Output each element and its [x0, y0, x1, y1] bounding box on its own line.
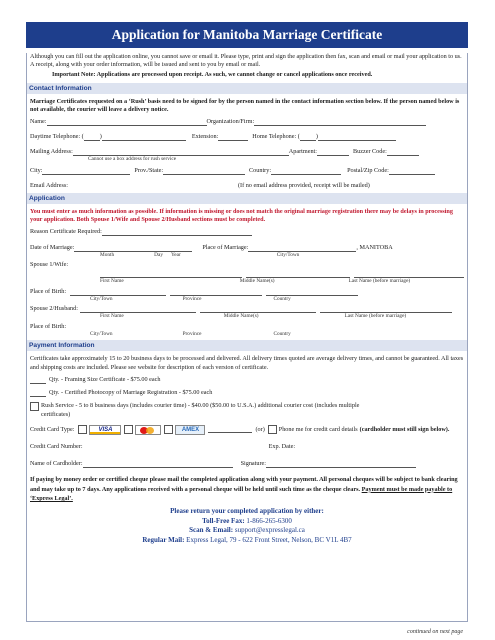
- extension-label: Extension:: [191, 133, 219, 141]
- spouse1-label: Spouse 1/Wife:: [30, 261, 69, 269]
- spouse1-birth-label: Place of Birth:: [30, 287, 67, 295]
- extension-field[interactable]: [218, 134, 248, 141]
- marriage-place-field[interactable]: [248, 245, 356, 252]
- card-number-label: Credit Card Number:: [30, 442, 83, 450]
- marriage-place-label: Place of Marriage:: [202, 243, 249, 251]
- home-phone-area-field[interactable]: [300, 134, 316, 141]
- spouse1-birth-province-field[interactable]: [170, 289, 262, 296]
- organization-field[interactable]: [254, 119, 426, 126]
- amex-checkbox[interactable]: [164, 425, 173, 434]
- payment-section-heading: Payment Information: [27, 340, 467, 351]
- day-caption: Day: [154, 251, 163, 258]
- spouse1-first-caption: First Name: [100, 278, 124, 285]
- apartment-field[interactable]: [317, 149, 349, 156]
- email-field[interactable]: [68, 183, 238, 190]
- spouse2-last-caption: Last Name (before marriage): [344, 313, 407, 320]
- fax-label: Toll-Free Fax:: [202, 516, 245, 525]
- rush-note: Marriage Certificates requested on a ‘Rush’ basis need to be signed for by the person named in the contact information section below. If the person named below is not available, the courier will leave a delivery notice.: [30, 97, 460, 113]
- spouse1-country-caption: Country: [273, 295, 291, 302]
- payable-note: Payment must be made payable to ‘Express Legal’.: [30, 485, 453, 503]
- spouse1-city-caption: City/Town: [90, 295, 113, 302]
- spouse2-province-caption: Province: [182, 330, 202, 337]
- exp-date-field[interactable]: [295, 444, 355, 451]
- name-label: Name:: [30, 118, 47, 126]
- visa-logo: VISA: [89, 425, 121, 435]
- cheque-note: If paying by money order or certified cheque please mail the completed application along with your payment. All personal cheques will be subject to bank clearing and may take up to 7 days. Any applications received with a personal cheque will be held until such time as the cheque clears.: [30, 475, 458, 493]
- spouse2-first-caption: First Name: [100, 313, 124, 320]
- day-phone-label: Daytime Telephone: (: [30, 133, 84, 141]
- spouse2-middle-caption: Middle Name(s): [223, 313, 259, 320]
- card-type-line: [208, 426, 252, 433]
- form-page: [26, 22, 468, 635]
- mailing-address-label: Mailing Address:: [30, 148, 73, 156]
- rush-service-label-cont: certificates): [41, 410, 71, 418]
- return-heading: Please return your completed application by either:: [170, 507, 324, 516]
- cardholder-field[interactable]: [83, 461, 233, 468]
- home-phone-field[interactable]: [318, 134, 396, 141]
- city-label: City:: [30, 166, 43, 174]
- postal-code-field[interactable]: [389, 168, 435, 175]
- signature-field[interactable]: [266, 461, 416, 468]
- card-number-field[interactable]: [83, 444, 269, 451]
- fax-number: 1-866-265-6300: [246, 516, 292, 525]
- apartment-label: Apartment:: [288, 148, 317, 156]
- form-title: Application for Manitoba Marriage Certificate: [26, 22, 468, 48]
- home-phone-label: Home Telephone: (: [252, 133, 300, 141]
- phone-me-label: Phone me for credit card details: [278, 425, 358, 433]
- rush-service-label: Rush Service - 5 to 8 business days (includes courier time) - $40.00 ($50.00 to U.S.A.) additional courier cost (includes multiple: [41, 402, 360, 410]
- scan-email-label: Scan & Email:: [189, 526, 234, 535]
- name-field[interactable]: [47, 119, 207, 126]
- phone-me-note: (cardholder must still sign below).: [359, 425, 450, 433]
- spouse1-middle-caption: Middle Name(s): [239, 278, 275, 285]
- form-frame: Although you can fill out the application online, you cannot save or email it. Please type, print and sign the application then fax, scan and email or mail your application to us. A receipt, along with your order information, will be issued and sent to you by email or mail. Important Note: Applications are processed upon receipt. As such, we cannot change or cancel applications once received. Contact Information Marriage Certificates requested on a ‘Rush’ basis need to be signed for by the person named in the contact information section below. If the person named below is not available, the courier will leave a delivery notice. Name: Organization/Firm: Daytime Telephone: ( ) Extension: Home Telephone: ( ) Mailing Address: Apartment: Buzzer Code: Cannot use a box address for rush service City: Prov./State: Country: Postal/Zip Code: Email Address: (If no email address provided, receipt will be mailed) Application You must enter as much information as possible. If information is missing or does not match the original marriage registration there may be delays in processing your application. Both Spouse 1/Wife and Spouse 2/Husband sections must be completed. Reason Certificate Required: Date of Marriage: Place of Marriage: , MANITOBA Month Day Year City/Town Spouse 1/Wife: First Name Middle Name(s) Last Name (before marriage) Place of Birth: City/Town Province Country Spouse 2/Husband: First Name Middle Name(s) Last Name (before marriage) Place of Birth: City/Town Province Country Payment Information Certificates take approximately 15 to 20 business days to be processed and delivered. All delivery times quoted are average delivery times, and cannot be guaranteed. All taxes and shipping costs are included. Please see website for description of each version of certificate. Qty. - Framing Size Certificate - $75.00 each Qty. - Certified Photocopy of Marriage Registration - $75.00 each Rush Service - 5 to 8 business days (includes courier time) - $40.00 ($50.00 to U.S.A.) additional courier cost (includes multiple certificates) Credit Card Type: VISA AMEX (or) Phone me for credit card details (cardholder must still sign below). Credit Card Number: Exp. Date: Name of Cardholder: Signature: If paying by money order or certified cheque please mail the completed application along with your payment. All personal cheques will be subject to bank clearing and may take up to 7 days. Any applications received with a personal cheque will be held until such time as the cheque clears. Payment must be made payable to ‘Express Legal’. Please return your completed application by either: Toll-Free Fax: 1-866-265-6300 Scan & Email: support@expresslegal.ca Regular Mail: Express Legal, 79 - 622 Front Street, Nelson, BC V1L 4B7 continued on next page: [26, 53, 468, 622]
- mail-address: Express Legal, 79 - 622 Front Street, Nelson, BC V1L 4B7: [186, 535, 352, 544]
- org-label: Organization/Firm:: [206, 118, 255, 126]
- spouse2-first-name-field[interactable]: [80, 306, 196, 313]
- email-label: Email Address:: [30, 181, 68, 189]
- phone-me-checkbox[interactable]: [268, 425, 277, 434]
- day-phone-area-field[interactable]: [84, 134, 100, 141]
- visa-checkbox[interactable]: [78, 425, 87, 434]
- buzzer-label: Buzzer Code:: [352, 148, 387, 156]
- spouse1-first-name-field[interactable]: [100, 271, 242, 278]
- application-section-heading: Application: [27, 193, 467, 204]
- po-box-note: Cannot use a box address for rush service: [88, 156, 177, 163]
- marriage-date-field[interactable]: [74, 245, 192, 252]
- amex-logo: AMEX: [175, 425, 205, 435]
- spouse1-province-caption: Province: [182, 295, 202, 302]
- regular-mail-label: Regular Mail:: [142, 535, 185, 544]
- mastercard-checkbox[interactable]: [124, 425, 133, 434]
- buzzer-field[interactable]: [387, 149, 419, 156]
- spouse1-last-caption: Last Name (before marriage): [348, 278, 411, 285]
- processing-text: Certificates take approximately 15 to 20 business days to be processed and delivered. All delivery times quoted are average delivery times, and cannot be guaranteed. All taxes and shipping costs are included. Please see website for description of each version of certificate.: [30, 355, 464, 371]
- contact-section-heading: Contact Information: [27, 83, 467, 94]
- spouse1-birth-country-field[interactable]: [266, 289, 358, 296]
- cardholder-label: Name of Cardholder:: [30, 459, 83, 467]
- card-type-label: Credit Card Type:: [30, 425, 75, 433]
- signature-label: Signature:: [240, 459, 267, 467]
- year-caption: Year: [170, 251, 181, 258]
- qty-photocopy-field[interactable]: [30, 390, 46, 397]
- qty-framing-label: Qty. - Framing Size Certificate - $75.00 each: [49, 375, 161, 383]
- qty-framing-field[interactable]: [30, 377, 46, 384]
- mastercard-logo: [135, 425, 161, 435]
- email-note: (If no email address provided, receipt will be mailed): [237, 181, 370, 189]
- province-label: Prov./State:: [134, 166, 164, 174]
- qty-photocopy-label: Qty. - Certified Photocopy of Marriage Registration - $75.00 each: [49, 388, 213, 396]
- month-caption: Month: [100, 251, 115, 258]
- day-phone-field[interactable]: [102, 134, 186, 141]
- or-label: (or): [255, 425, 265, 433]
- spouse2-birth-label: Place of Birth:: [30, 322, 67, 330]
- country-field[interactable]: [271, 168, 341, 175]
- country-label: Country:: [249, 166, 272, 174]
- postal-code-label: Postal/Zip Code:: [347, 166, 389, 174]
- exp-date-label: Exp. Date:: [268, 442, 296, 450]
- province-field[interactable]: [163, 168, 245, 175]
- reason-label: Reason Certificate Required:: [30, 227, 102, 235]
- intro-text: Although you can fill out the application online, you cannot save or email it. Please type, print and sign the application then fax, scan and email or mail your application to us. A receipt, along with your order information, will be issued and sent to you by email or mail.: [30, 53, 462, 69]
- city-field[interactable]: [42, 168, 130, 175]
- spouse2-city-caption: City/Town: [90, 330, 113, 337]
- spouse1-birth-city-field[interactable]: [70, 289, 166, 296]
- marriage-date-label: Date of Marriage:: [30, 243, 75, 251]
- spouse2-label: Spouse 2/Husband:: [30, 305, 78, 313]
- application-warning: You must enter as much information as possible. If information is missing or does not match the original marriage registration there may be delays in processing your application. Both Spouse 1/Wife and Spouse 2/Husband sections must be completed.: [30, 207, 453, 223]
- reason-field[interactable]: [102, 229, 252, 236]
- important-note: Important Note: Applications are processed upon receipt. As such, we cannot change or cancel applications once received.: [52, 71, 373, 79]
- marriage-city-caption: City/Town: [276, 251, 300, 258]
- spouse2-country-caption: Country: [273, 330, 291, 337]
- support-email-link[interactable]: support@expresslegal.ca: [234, 526, 305, 535]
- mailing-address-field[interactable]: [73, 149, 289, 156]
- rush-service-checkbox[interactable]: [30, 402, 39, 411]
- continued-note: continued on next page: [407, 629, 463, 635]
- manitoba-text: , MANITOBA: [356, 243, 393, 251]
